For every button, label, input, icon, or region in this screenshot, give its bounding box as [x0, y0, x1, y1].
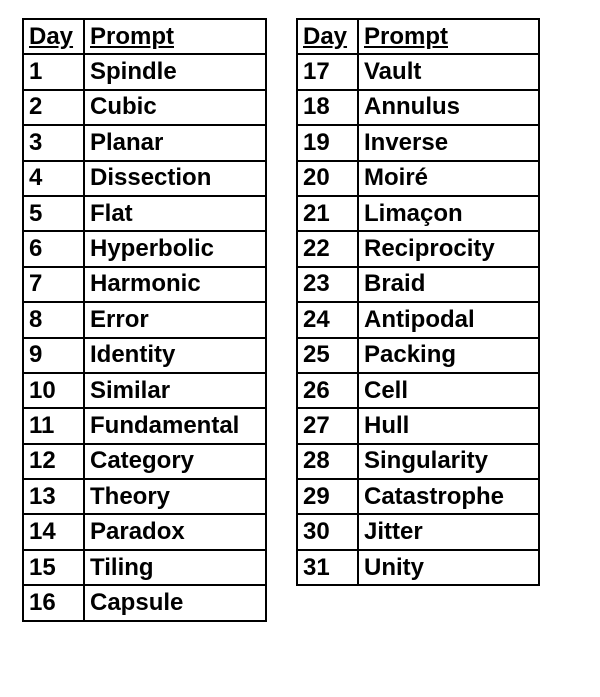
prompt-cell: Identity	[84, 338, 266, 373]
table-row	[297, 408, 539, 443]
table-row	[297, 444, 539, 479]
day-cell: 5	[23, 196, 84, 231]
table-row	[297, 302, 539, 337]
day-cell: 23	[297, 267, 358, 302]
day-cell: 27	[297, 408, 358, 443]
day-cell: 1	[23, 54, 84, 89]
prompt-cell: Singularity	[358, 444, 539, 479]
day-cell: 4	[23, 161, 84, 196]
table-row	[23, 302, 266, 337]
table-row	[297, 54, 539, 89]
table-row	[23, 373, 266, 408]
day-cell: 31	[297, 550, 358, 585]
table-row	[23, 267, 266, 302]
day-cell: 11	[23, 408, 84, 443]
table-row	[23, 231, 266, 266]
prompt-cell: Capsule	[84, 585, 266, 620]
prompt-cell: Unity	[358, 550, 539, 585]
table-row	[297, 338, 539, 373]
table-row	[23, 585, 266, 620]
table-header-row	[23, 19, 266, 54]
table-row	[23, 550, 266, 585]
day-cell: 14	[23, 514, 84, 549]
day-cell: 15	[23, 550, 84, 585]
day-cell: 12	[23, 444, 84, 479]
prompt-cell: Limaçon	[358, 196, 539, 231]
day-column-header: Day	[297, 19, 358, 54]
table-row	[297, 373, 539, 408]
prompt-cell: Jitter	[358, 514, 539, 549]
table-row	[23, 479, 266, 514]
day-cell: 9	[23, 338, 84, 373]
prompt-cell: Cubic	[84, 90, 266, 125]
table-row	[297, 514, 539, 549]
table-row	[23, 444, 266, 479]
day-cell: 18	[297, 90, 358, 125]
prompt-cell: Braid	[358, 267, 539, 302]
prompt-cell: Moiré	[358, 161, 539, 196]
day-cell: 8	[23, 302, 84, 337]
table-row	[297, 267, 539, 302]
table-row	[297, 231, 539, 266]
prompt-column-header: Prompt	[84, 19, 266, 54]
table-row	[23, 408, 266, 443]
day-cell: 13	[23, 479, 84, 514]
day-cell: 24	[297, 302, 358, 337]
day-cell: 16	[23, 585, 84, 620]
day-cell: 29	[297, 479, 358, 514]
prompt-cell: Planar	[84, 125, 266, 160]
prompt-cell: Hull	[358, 408, 539, 443]
table-row	[23, 196, 266, 231]
day-cell: 28	[297, 444, 358, 479]
prompt-cell: Category	[84, 444, 266, 479]
prompt-cell: Vault	[358, 54, 539, 89]
day-cell: 30	[297, 514, 358, 549]
prompt-cell: Reciprocity	[358, 231, 539, 266]
table-row	[297, 479, 539, 514]
prompt-cell: Packing	[358, 338, 539, 373]
day-cell: 3	[23, 125, 84, 160]
prompt-cell: Flat	[84, 196, 266, 231]
prompt-cell: Harmonic	[84, 267, 266, 302]
prompt-cell: Tiling	[84, 550, 266, 585]
day-cell: 21	[297, 196, 358, 231]
table-row	[23, 338, 266, 373]
day-cell: 7	[23, 267, 84, 302]
day-cell: 6	[23, 231, 84, 266]
prompt-cell: Spindle	[84, 54, 266, 89]
table-row	[297, 550, 539, 585]
day-cell: 22	[297, 231, 358, 266]
table-row	[297, 90, 539, 125]
table-row	[297, 125, 539, 160]
prompt-cell: Cell	[358, 373, 539, 408]
prompt-table-right	[296, 18, 540, 586]
prompt-table-left	[22, 18, 267, 622]
table-row	[23, 161, 266, 196]
prompt-column-header: Prompt	[358, 19, 539, 54]
table-row	[23, 125, 266, 160]
day-column-header: Day	[23, 19, 84, 54]
prompt-cell: Similar	[84, 373, 266, 408]
prompt-cell: Inverse	[358, 125, 539, 160]
prompt-cell: Paradox	[84, 514, 266, 549]
table-header-row	[297, 19, 539, 54]
day-cell: 10	[23, 373, 84, 408]
table-row	[23, 54, 266, 89]
day-cell: 19	[297, 125, 358, 160]
day-cell: 17	[297, 54, 358, 89]
day-cell: 20	[297, 161, 358, 196]
table-row	[297, 161, 539, 196]
prompt-cell: Theory	[84, 479, 266, 514]
table-row	[297, 196, 539, 231]
prompt-cell: Dissection	[84, 161, 266, 196]
prompt-cell: Fundamental	[84, 408, 266, 443]
prompt-cell: Error	[84, 302, 266, 337]
day-cell: 26	[297, 373, 358, 408]
prompt-cell: Antipodal	[358, 302, 539, 337]
day-cell: 2	[23, 90, 84, 125]
prompt-cell: Catastrophe	[358, 479, 539, 514]
prompt-cell: Hyperbolic	[84, 231, 266, 266]
day-cell: 25	[297, 338, 358, 373]
table-row	[23, 90, 266, 125]
prompt-cell: Annulus	[358, 90, 539, 125]
table-row	[23, 514, 266, 549]
